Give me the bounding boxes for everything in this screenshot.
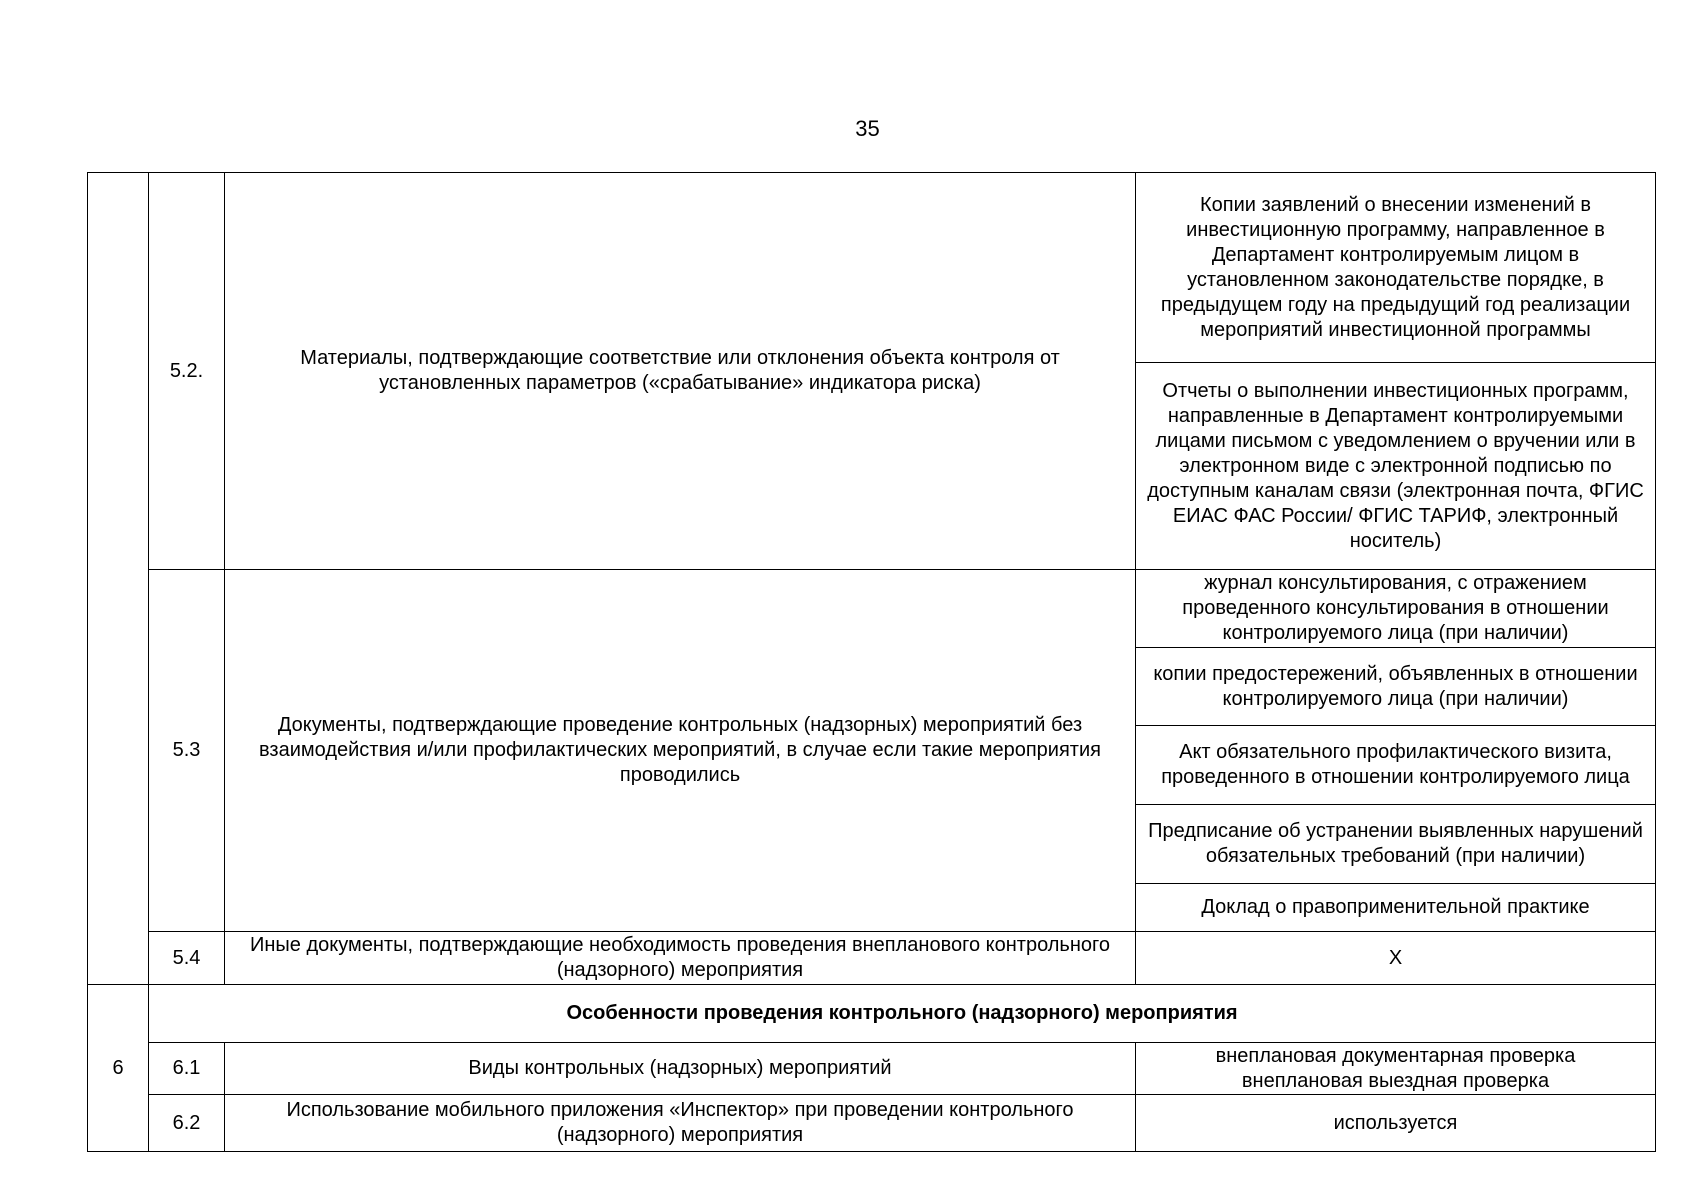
requirements-table [87, 172, 1656, 1152]
section-5-number-cell [88, 173, 149, 985]
document-cell: копии предостережений, объявленных в отношении контролируемого лица (при наличии) [1136, 648, 1656, 726]
table-row [88, 985, 1656, 1043]
row-number: 5.2. [149, 173, 225, 570]
table-row [88, 570, 1656, 648]
document-cell: Акт обязательного профилактического визита, проведенного в отношении контролируемого лица [1136, 726, 1656, 805]
row-number: 6.2 [149, 1095, 225, 1152]
section-number: 6 [88, 985, 149, 1152]
row-description: Иные документы, подтверждающие необходимость проведения внепланового контрольного (надзорного) мероприятия [225, 932, 1136, 985]
value-line: внеплановая выездная проверка [1241, 1069, 1550, 1092]
document-cell: Доклад о правоприменительной практике [1136, 884, 1656, 932]
row-value: Х [1136, 932, 1656, 985]
page-number: 35 [855, 116, 880, 141]
table-row [88, 932, 1656, 985]
table-row [88, 1095, 1656, 1152]
table-row [88, 173, 1656, 363]
value-line: внеплановая документарная проверка [1215, 1044, 1576, 1067]
table-row [88, 1043, 1656, 1095]
row-number: 5.4 [149, 932, 225, 985]
row-description: Документы, подтверждающие проведение контрольных (надзорных) мероприятий без взаимодействия и/или профилактических мероприятий, в случае если такие мероприятия проводились [225, 570, 1136, 932]
row-description: Виды контрольных (надзорных) мероприятий [225, 1043, 1136, 1095]
row-description: Использование мобильного приложения «Инспектор» при проведении контрольного (надзорного) мероприятия [225, 1095, 1136, 1152]
section-heading: Особенности проведения контрольного (надзорного) мероприятия [149, 985, 1656, 1043]
row-value [1136, 1043, 1656, 1095]
row-description: Материалы, подтверждающие соответствие или отклонения объекта контроля от установленных параметров («срабатывание» индикатора риска) [225, 173, 1136, 570]
document-cell: Предписание об устранении выявленных нарушений обязательных требований (при наличии) [1136, 805, 1656, 884]
document-cell: Отчеты о выполнении инвестиционных программ, направленные в Департамент контролируемыми лицами письмом с уведомлением о вручении или в электронном виде с электронной подписью по доступным каналам связи (электронная почта, ФГИС ЕИАС ФАС России/ ФГИС ТАРИФ, электронный носитель) [1136, 363, 1656, 570]
row-number: 5.3 [149, 570, 225, 932]
row-value: используется [1136, 1095, 1656, 1152]
document-cell: журнал консультирования, с отражением проведенного консультирования в отношении контролируемого лица (при наличии) [1136, 570, 1656, 648]
row-number: 6.1 [149, 1043, 225, 1095]
document-cell: Копии заявлений о внесении изменений в инвестиционную программу, направленное в Департамент контролируемым лицом в установленном законодательстве порядке, в предыдущем году на предыдущий год реализации мероприятий инвестиционной программы [1136, 173, 1656, 363]
